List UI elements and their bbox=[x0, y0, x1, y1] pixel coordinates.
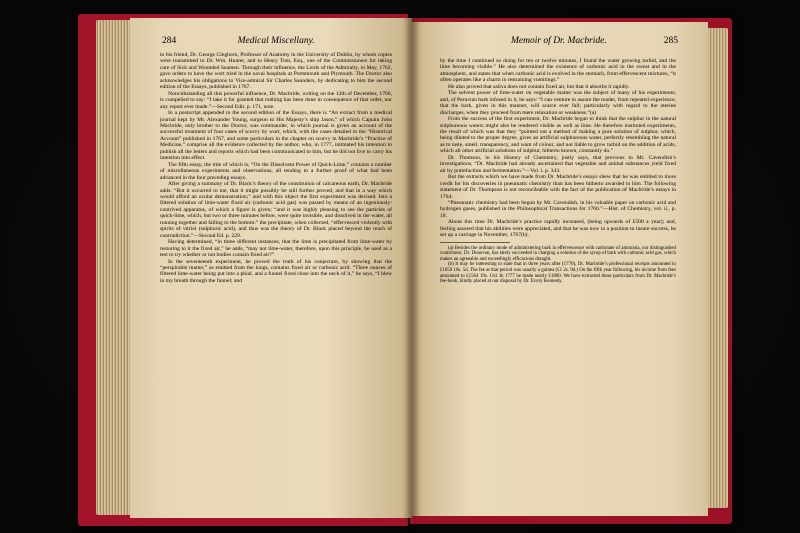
left-page-header bbox=[162, 36, 390, 46]
footnote: (a) Besides the ordinary mode of administering bark in effervescence with carbonate of ammonia, our distinguished contributor, Dr. Donovan, has lately succeeded in charging a solution of the syrup of bark with carbonic acid gas, which makes an agreeable and exceedingly efficacious draught. bbox=[440, 245, 676, 262]
left-page-text bbox=[160, 52, 392, 512]
paragraph: The solvent power of lime-water on vegetable matter was the subject of many of his experiments; and, of Peruvian bark infused in it, he says: “I can venture to assure the reader, from repeated experience, that the bark, given in this manner, will scarce ever fail; particularly with regard to the uterine discharges, when they proceed from mere relaxation or weakness.”(a) bbox=[440, 90, 676, 116]
running-head: Memoir of Dr. Macbride. bbox=[510, 36, 607, 46]
right-page-header bbox=[440, 36, 678, 46]
footnote: (b) It may be interesting to state that in three years after (1770), Dr. Macbride’s professional receipts amounted to £1059 16s. 5d. The fee at that period was usually a guinea (£1 2s. 9d.) On the fifth year following, his income from fees amounted to £1564 19s. 11d. In 1777 he made nearly £1800. We have extracted these particulars from Dr. Macbride’s fee-book, kindly placed at our disposal by Dr. Evory Kennedy. bbox=[440, 262, 676, 285]
paragraph: After giving a summary of Dr. Black’s theory of the constitution of calcareous earth, Dr. Macbride adds: “But it occurred to me, that it might possibly be still further proved, and that in a way which would afford an ocular demonstration;” and with this object the first experiment was devised. Into a filtered solution of lime-water fixed air (carbonic acid gas) was passed by means of an ingeniously-contrived apparatus, of which a figure is given; “and it was highly pleasing to see the particles of quick-lime, which, but two or three minutes before, were quite invisible, and dissolved in the water, all running together and falling to the bottom:” the precipitate, when collected, “effervesced violently with spirits of vitriol (sulphuric acid), and thus was the theory of Dr. Black placed beyond the reach of contradiction.”—Second Ed. p. 229. bbox=[160, 181, 392, 239]
paragraph: Notwithstanding all this powerful influence, Dr. Macbride, writing on the 12th of December, 1766, is compelled to say: “I take it for granted that nothing has been done in consequence of that order, nor any report ever made.”—Second Edit. p. 171, note. bbox=[160, 90, 392, 110]
running-head: Medical Miscellany. bbox=[237, 36, 315, 46]
paragraph: Having determined, “in three different instances, that the lime is precipitated from lime-water by restoring to it the fixed air,” he adds, “may not lime-water, therefore, upon this principle, be used as a test to try whether or not bodies contain fixed air?” bbox=[160, 239, 392, 259]
paragraph: But the extracts which we have made from Dr. Macbride’s essays shew that he was entitled to more credit for his discoveries in pneumatic chemistry than has been hitherto awarded to him. The following statement of Dr. Thompson is not reconcileable with the fact of the publication of Macbride’s essays in 1764: bbox=[440, 174, 676, 200]
page-number: 284 bbox=[162, 36, 177, 46]
paragraph: About this time Dr. Macbride’s practice rapidly increased, (being upwards of £500 a year); and, feeling assured that his abilities were appreciated, and that he was now in a position to insure success, he set up a carriage in November, 1767(b). bbox=[440, 219, 676, 239]
paragraph: In the seventeenth experiment, he proved the truth of his conjecture, by showing that the “perspirable matter,” as emitted from the lungs, contains fixed air or carbonic acid. “Three ounces of filtered lime-water being put into a phial, and a funnel fixed close into the neck of it,” he says, “I blew in my breath through the funnel; and bbox=[160, 258, 392, 284]
paragraph: From the success of the first experiment, Dr. Macbride began to think that the sulphur in the natural sulphureous waters might also be rendered visible as well as lime. He therefore instituted experiments, the result of which was that they “pointed out a method of making a pure solution of sulphur, which, being diluted to the proper degree, gives an artificial sulphureous water, perfectly resembling the natural as to taste, smell, transparency, and want of colour, and not liable to grow turbid on the addition of acids, which all other artificial solutions of sulphur, hitherto known, constantly do.” bbox=[440, 116, 676, 155]
paragraph: In a postscript appended to the second edition of the Essays, there is “An extract from a medical journal kept by Mr. Alexander Young, surgeon to His Majesty’s ship Jason,” of which Captain John Macbride, only brother to the Doctor, was commander, in which journal is given an account of the successful treatment of four cases of scurvy by wort, which, with the cases detailed in the “Historical Account” published in 1767, and some particulars in the chapter on scurvy in Macbride’s “Practice of Medicine,” comprise all the evidence collected by the author, who, in 1777, intimated his intention to publish all the letters and reports which had been communicated to him, but he did not live to carry his intention into effect. bbox=[160, 110, 392, 162]
paragraph: The fifth essay, the title of which is, “On the Dissolvent Power of Quick-Lime,” contains a number of miscellaneous experiments and observations, all tending to a further proof of what had been advanced in the four preceding essays. bbox=[160, 161, 392, 181]
page-number: 285 bbox=[663, 36, 678, 46]
paragraph: by the time I continued so doing for ten or twelve minutes, I found the water growing turbid, and the lime becoming visible.” He also determined the existence of carbonic acid in the sweat and in the atmosphere, and states that when carbonic acid is evolved in the stomach, from effervescent mixtures, “it often operates like a charm in restraining vomitings.” bbox=[440, 58, 676, 84]
paragraph: “Pneumatic chemistry had been begun by Mr. Cavendish, in his valuable paper on carbonic acid and hydrogen gases, published in the Philosophical Transactions for 1766.”—Hist. of Chemistry, vol. ii., p. 18. bbox=[440, 199, 676, 219]
footnote-rule bbox=[440, 242, 510, 243]
paragraph: to his friend, Dr. George Cleghorn, Professor of Anatomy in the University of Dublin, by whom copies were transmitted to Dr. Wm. Hunter, and to Henry Tom, Esq., one of the Commissioners for taking care of Sick and Wounded Seamen. Through their influence, the Lords of the Admiralty, in May, 1762, gave orders to have the wort tried in the naval hospitals at Portsmouth and Plymouth. The Doctor also acknowledges his obligations to Vice-admiral Sir Charles Saunders, by dedicating to him the second edition of the Essays, published in 1767. bbox=[160, 52, 392, 91]
right-page-text bbox=[440, 58, 676, 510]
paragraph: He also proved that saliva does not contain fixed air, but that it absorbs it rapidly. bbox=[448, 83, 630, 90]
paragraph: Dr. Thomson, in his History of Chemistry, justly says, that previous to Mr. Cavendish’s investigations, “Dr. Macbride had already ascertained that vegetable and animal substances yield fixed air by putrefaction and fermentation.”—Vol. i. p. 343. bbox=[440, 154, 676, 174]
book-gutter bbox=[404, 18, 420, 518]
